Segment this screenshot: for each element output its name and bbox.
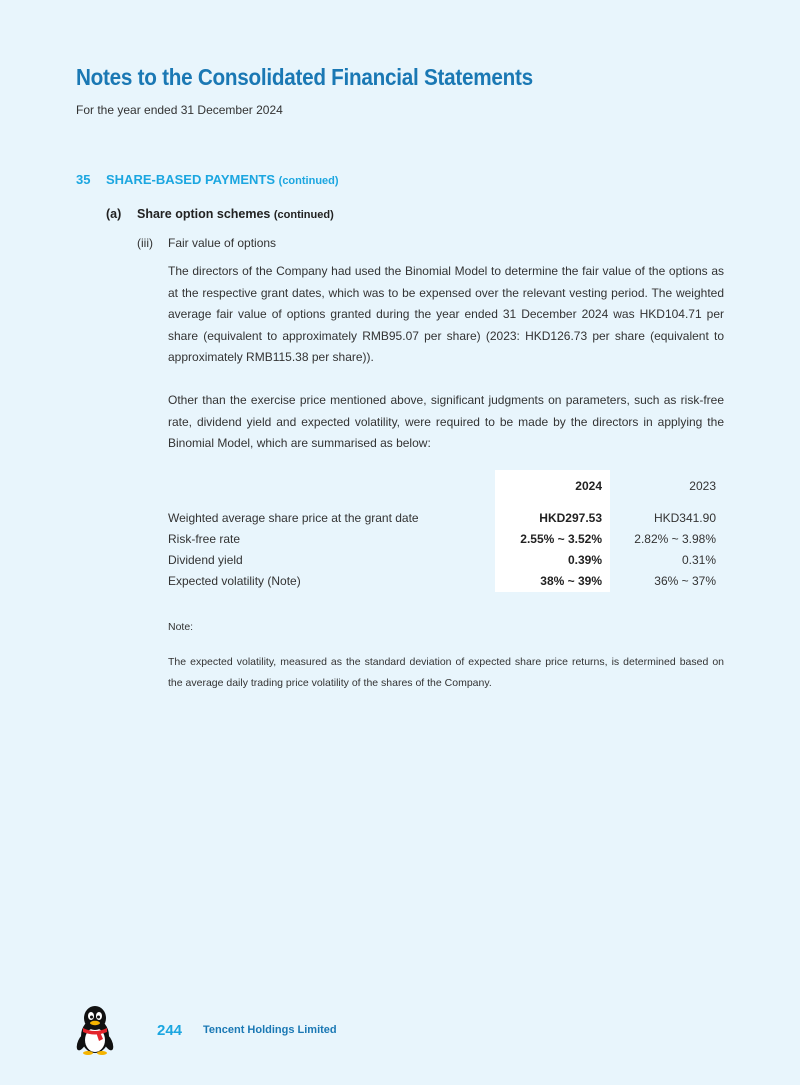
prior-value: 0.31% [681,553,716,567]
note-label: Note: [168,621,194,633]
table-header-row [168,476,724,497]
prior-value: HKD341.90 [653,511,716,525]
item-title: Fair value of options [168,236,277,250]
page-number: 244 [157,1022,183,1039]
row-label: Expected volatility (Note) [168,574,301,588]
section-number: 35 [76,172,91,187]
table-row [168,550,724,571]
row-label: Weighted average share price at the grant date [168,511,419,525]
assumptions-table [168,470,724,592]
table-row [168,508,724,529]
current-value: HKD297.53 [539,511,602,525]
penguin-icon [74,1005,116,1055]
table-row [168,571,724,592]
paragraph-fair-value: The directors of the Company had used the Binomial Model to determine the fair value of the options as at the respective grant dates, which was to be expensed over the relevant vesting period. The weighted average fair value of options granted during the year ended 31 December 2024 was HKD104.71 per share (equivalent to approximately RMB95.07 per share) (2023: HKD126.73 per share (equivalent to approximately RMB115.38 per share)). [168,264,724,364]
prior-value: 36% ~ 37% [654,574,716,588]
prior-value: 2.82% ~ 3.98% [634,532,716,546]
table-row [168,529,724,550]
section-heading [76,172,339,187]
subsection-letter: (a) [106,207,122,221]
section-title: SHARE-BASED PAYMENTS [106,172,276,187]
page-subtitle: For the year ended 31 December 2024 [76,103,283,117]
item-heading [137,236,276,250]
subsection-heading [106,207,334,221]
paragraph-parameters: Other than the exercise price mentioned above, significant judgments on parameters, such as risk-free rate, dividend yield and expected volatility, were required to be made by the directors in applying the Binomial Model, which are summarised as below: [168,393,724,450]
column-header-current: 2024 [575,479,602,493]
page-title: Notes to the Consolidated Financial Statements [76,64,533,90]
note-text: The expected volatility, measured as the standard deviation of expected share price returns, is determined based on the average daily trading price volatility of the shares of the Company. [168,656,724,689]
company-name: Tencent Holdings Limited [203,1024,337,1036]
column-header-prior: 2023 [689,479,716,493]
current-value: 0.39% [567,553,602,567]
row-label: Dividend yield [168,553,243,567]
current-value: 38% ~ 39% [540,574,602,588]
subsection-title: Share option schemes [137,207,271,221]
current-value: 2.55% ~ 3.52% [520,532,602,546]
subsection-continued: (continued) [273,209,334,221]
item-numeral: (iii) [137,236,153,250]
section-continued: (continued) [278,175,339,187]
row-label: Risk-free rate [168,532,241,546]
